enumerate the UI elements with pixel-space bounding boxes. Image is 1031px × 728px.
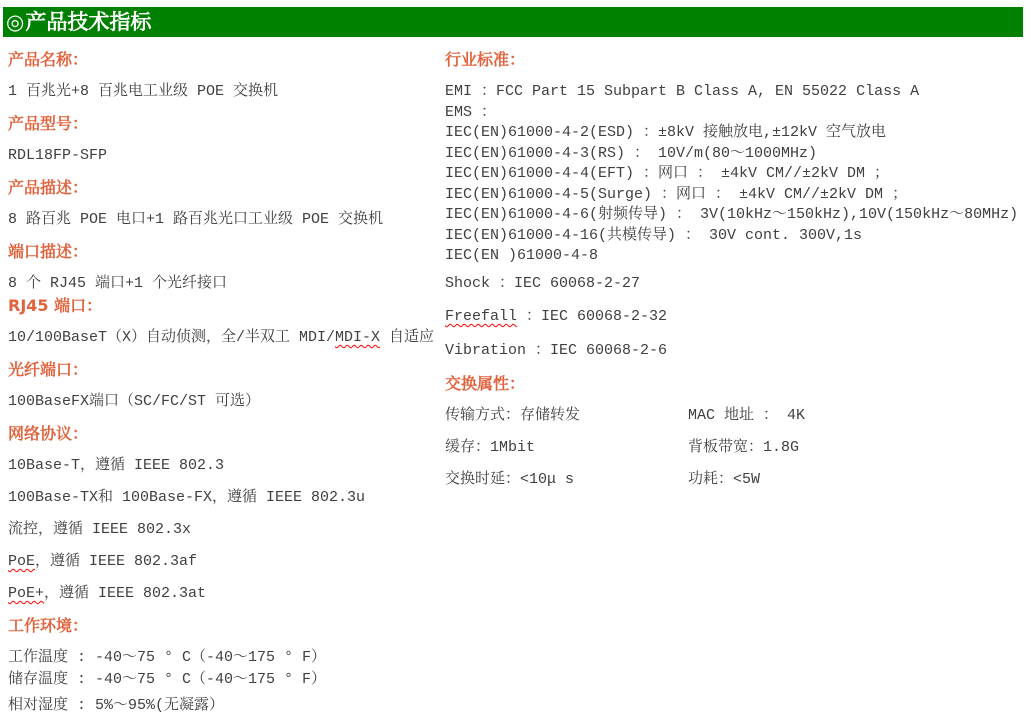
left-column	[8, 50, 445, 728]
section-switching-properties	[445, 374, 1023, 490]
product-name-heading: 产品名称：	[8, 50, 89, 69]
freefall-text-rest: ：IEC 60068-2-32	[517, 308, 668, 325]
power-consumption-cell: 功耗：<5W	[688, 471, 761, 488]
protocol-line-100base: 100Base-TX和 100Base-FX，遵循 IEEE 802.3u	[8, 489, 366, 506]
product-name-text: 1 百兆光+8 百兆电工业级 POE 交换机	[8, 83, 279, 100]
standard-line-eft: IEC(EN)61000-4-4(EFT) ：网口 ： ±4kV CM//±2kV DM ；	[445, 165, 890, 182]
standard-line-vibration: Vibration ：IEC 60068-2-6	[445, 341, 668, 359]
page-title-bar	[3, 7, 1023, 37]
product-model-text: RDL18FP-SFP	[8, 147, 108, 164]
standard-line-rs: IEC(EN)61000-4-3(RS) ： 10V/m(80～1000MHz)	[445, 144, 818, 162]
protocol-line-poe-plus	[8, 584, 445, 604]
poe-plus-misspelled-word: PoE+	[8, 585, 45, 602]
section-port-description	[8, 242, 445, 294]
standard-line-esd: IEC(EN)61000-4-2(ESD) ：±8kV 接触放电,±12kV 空气放电	[445, 124, 887, 141]
operating-temperature-text: 工作温度 : -40～75 ° C（-40～175 ° F）	[8, 649, 327, 666]
table-row	[445, 438, 1023, 458]
product-model-heading: 产品型号：	[8, 114, 89, 133]
storage-temperature-text: 储存温度 : -40～75 ° C（-40～175 ° F）	[8, 671, 327, 688]
poe-text-rest: ，遵循 IEEE 802.3af	[35, 553, 198, 570]
table-row	[445, 470, 1023, 490]
product-description-heading: 产品描述：	[8, 178, 89, 197]
freefall-misspelled-word: Freefall	[445, 308, 518, 325]
rj45-text-pre: 10/100BaseT（X）自动侦测，全/半双工 MDI/	[8, 329, 336, 346]
standard-line-common-mode: IEC(EN)61000-4-16(共模传导) ： 30V cont. 300V,1s	[445, 226, 863, 244]
section-network-protocols	[8, 424, 445, 604]
poe-misspelled-word: PoE	[8, 553, 36, 570]
protocol-line-flow-control: 流控，遵循 IEEE 802.3x	[8, 521, 192, 538]
protocol-line-10base-t: 10Base-T，遵循 IEEE 802.3	[8, 457, 225, 474]
fiber-port-text: 100BaseFX端口（SC/FC/ST 可选）	[8, 393, 261, 410]
section-product-description	[8, 178, 445, 230]
bullseye-icon: ◎	[6, 10, 25, 34]
industry-standards-heading: 行业标准：	[445, 50, 526, 69]
rj45-port-heading: RJ45 端口：	[8, 296, 103, 315]
backplane-bandwidth-cell: 背板带宽：1.8G	[688, 439, 800, 456]
product-description-text: 8 路百兆 POE 电口+1 路百兆光口工业级 POE 交换机	[8, 211, 384, 228]
standard-line-ems: EMS ：	[445, 103, 497, 121]
standard-line-61000-4-8: IEC(EN )61000-4-8	[445, 247, 599, 264]
rj45-port-text	[8, 328, 445, 348]
operating-environment-heading: 工作环境：	[8, 616, 89, 635]
table-row	[445, 406, 1023, 426]
network-protocols-heading: 网络协议：	[8, 424, 89, 443]
spec-content	[0, 37, 1031, 728]
switching-properties-heading: 交换属性：	[445, 374, 526, 393]
section-product-name	[8, 50, 445, 102]
section-product-model	[8, 114, 445, 166]
mac-address-cell: MAC 地址 ： 4K	[688, 407, 806, 424]
standard-line-emi: EMI ：FCC Part 15 Subpart B Class A, EN 55022 Class A	[445, 83, 920, 100]
standard-line-rf-conduction: IEC(EN)61000-4-6(射频传导) ： 3V(10kHz～150kHz),10V(150kHz～80MHz)	[445, 206, 1019, 223]
protocol-line-poe	[8, 552, 445, 572]
forwarding-mode-cell: 传输方式：存储转发	[445, 407, 581, 424]
standard-line-surge: IEC(EN)61000-4-5(Surge) ：网口 ： ±4kV CM//±2kV DM ；	[445, 185, 908, 203]
right-column	[445, 50, 1023, 502]
rj45-misspelled-word: MDI-X	[335, 329, 381, 346]
page-title: 产品技术指标	[25, 10, 152, 34]
rj45-text-post: 自适应	[380, 329, 435, 346]
switching-properties-table	[445, 406, 1023, 490]
fiber-port-heading: 光纤端口：	[8, 360, 89, 379]
section-industry-standards	[445, 50, 1023, 361]
standard-line-shock: Shock ：IEC 60068-2-27	[445, 274, 641, 292]
section-rj45-port	[8, 296, 445, 348]
buffer-cell: 缓存：1Mbit	[445, 439, 536, 456]
poe-plus-text-rest: ，遵循 IEEE 802.3at	[44, 585, 207, 602]
port-description-heading: 端口描述：	[8, 242, 89, 261]
switching-latency-cell: 交换时延：<10μ s	[445, 471, 575, 488]
section-fiber-port	[8, 360, 445, 412]
port-description-text: 8 个 RJ45 端口+1 个光纤接口	[8, 275, 228, 292]
standard-line-freefall	[445, 307, 1023, 328]
relative-humidity-text: 相对湿度 : 5%～95%(无凝露）	[8, 697, 225, 714]
section-operating-environment	[8, 616, 445, 716]
